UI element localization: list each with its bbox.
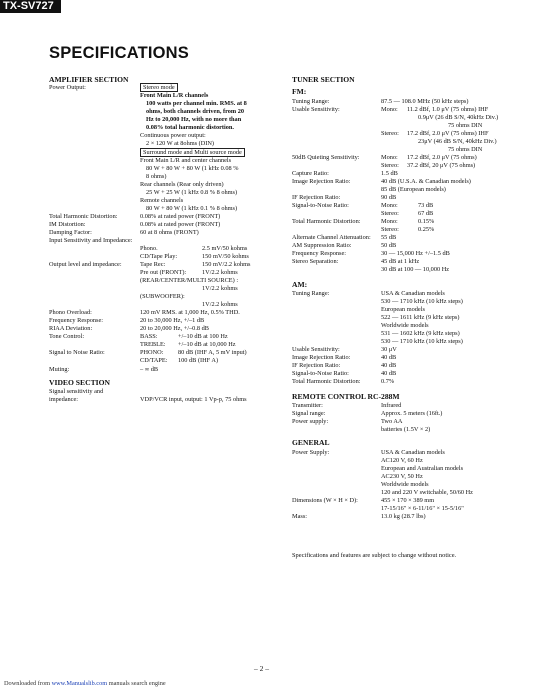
fm-snr-stereo-label: Stereo: [381,210,399,217]
fm-heading: FM: [292,87,307,96]
general-power-1: USA & Canadian models [381,449,445,456]
general-heading: GENERAL [292,438,330,447]
amplifier-heading: AMPLIFIER SECTION [49,75,129,84]
stereo-spec-4: 0.08% total harmonic distortion. [146,124,234,131]
stereo-spec-1: 100 watts per channel min. RMS. at 8 [146,100,247,107]
tuner-heading: TUNER SECTION [292,75,355,84]
general-power-2: AC120 V, 60 Hz [381,457,423,464]
separation-label: Stereo Separation: [292,258,339,265]
snr-phono-label: PHONO: [140,349,164,356]
fm-usable-label: Usable Sensitivity: [292,106,340,113]
remote-power-value-2: batteries (1.5V × 2) [381,426,431,433]
am-line-2: 530 — 1710 kHz (10 kHz steps) [381,298,463,305]
fm-lr-center-value-2: 8 ohms) [146,173,167,180]
fm-image-label: Image Rejection Ratio: [292,178,351,185]
phono-label: Phono. [140,245,158,252]
fm-snr-mono-label: Mono: [381,202,398,209]
bass-label: BASS: [140,333,158,340]
preout-value: 1V/2.2 kohms [202,269,238,276]
remote-channels: Remote channels [140,197,184,204]
riaa-label: RIAA Deviation: [49,325,93,332]
fm-usable-stereo-label: Stereo: [381,130,399,137]
am-heading: AM: [292,280,308,289]
imd-value: 0.08% at rated power (FRONT) [140,221,221,228]
phono-overload-value: 120 mV RMS. at 1,000 Hz, 0.5% THD. [140,309,240,316]
am-image-label: Image Rejection Ratio: [292,354,351,361]
quieting-mono-value: 17.2 dBf, 2.0 μV (75 ohms) [407,154,477,161]
stereo-mode-box: Stereo mode [140,83,178,92]
am-line-4: 522 — 1611 kHz (9 kHz steps) [381,314,460,321]
rear-channels: Rear channels (Rear only driven) [140,181,224,188]
mass-label: Mass: [292,513,308,520]
am-thd-label: Total Harmonic Distortion: [292,378,361,385]
adj-label: Alternate Channel Attenuation: [292,234,371,241]
rear-value: 25 W + 25 W (1 kHz 0.8 % 8 ohms) [146,189,238,196]
fm-tuning-value: 87.5 — 108.0 MHz (50 kHz steps) [381,98,469,105]
subwoofer-value: 1V/2.2 kohms [202,301,238,308]
fm-freq-value: 30 — 15,000 Hz +/–1.5 dB [381,250,450,257]
fm-snr-label: Signal-to-Noise Ratio: [292,202,349,209]
am-if-value: 40 dB [381,362,397,369]
fm-if-label: IF Rejection Ratio: [292,194,341,201]
power-output-label: Power Output: [49,84,86,91]
fm-tuning-label: Tuning Range: [292,98,330,105]
cd-label: CD/Tape Play: [140,253,178,260]
quieting-mono-label: Mono: [381,154,398,161]
fm-lr-center: Front Main L/R and center channels [140,157,232,164]
footer-prefix: Downloaded from [4,680,50,687]
am-line-7: 530 — 1710 kHz (10 kHz steps) [381,338,463,345]
snr-label: Signal to Noise Ratio: [49,349,105,356]
thd-label: Total Harmonic Distortion: [49,213,118,220]
separation-value-2: 30 dB at 100 — 10,000 Hz [381,266,450,273]
subwoofer-label: (SUBWOOFER): [140,293,185,300]
am-line-3: European models [381,306,425,313]
damping-value: 60 at 8 ohms (FRONT) [140,229,199,236]
fm-thd-mono-label: Mono: [381,218,398,225]
fm-lr-center-value: 80 W + 80 W + 80 W (1 kHz 0.08 % [146,165,239,172]
rear-center-value: 1V/2.2 kohms [202,285,238,292]
quieting-label: 50dB Quieting Sensitivity: [292,154,360,161]
fm-usable-mono-3: 75 ohms DIN [448,122,483,129]
video-label-1: Signal sensitivity and [49,388,104,395]
am-snr-label: Signal-to-Noise Ratio: [292,370,349,377]
video-value: VDP/VCR input, output: 1 Vp-p, 75 ohms [140,396,247,403]
am-line-1: USA & Canadian models [381,290,445,297]
snr-phono-value: 80 dB (IHF A, 5 mV input) [178,349,247,356]
signal-range-label: Signal range: [292,410,326,417]
fm-freq-label: Frequency Response: [292,250,347,257]
remote-value: 80 W + 80 W (1 kHz 0.1 % 8 ohms) [146,205,238,212]
signal-range-value: Approx. 5 meters (16ft.) [381,410,443,417]
remote-power-label: Power supply: [292,418,329,425]
muting-value: – ∞ dB [140,366,159,373]
taperec-value: 150 mV/2.2 kohms [202,261,251,268]
capture-label: Capture Ratio: [292,170,329,177]
video-label-2: impedance: [49,396,79,403]
phono-overload-label: Phono Overload: [49,309,92,316]
capture-value: 1.5 dB [381,170,398,177]
am-if-label: IF Rejection Ratio: [292,362,341,369]
model-badge: TX-SV727 [0,0,61,13]
continuous-label: Continuous power output: [140,132,206,139]
riaa-value: 20 to 20,000 Hz, +/–0.8 dB [140,325,209,332]
rear-center-label: (REAR/CENTER/MULTI SOURCE) : [140,277,239,284]
general-power-label: Power Supply: [292,449,330,456]
snr-cd-value: 100 dB (IHF A) [178,357,219,364]
am-line-6: 531 — 1602 kHz (9 kHz steps) [381,330,460,337]
quieting-stereo-value: 37.2 dBf, 20 μV (75 ohms) [407,162,476,169]
front-main-lr: Front Main L/R channels [140,92,209,99]
dimensions-value: 455 × 170 × 389 mm [381,497,435,504]
dimensions-label: Dimensions (W × H × D): [292,497,358,504]
adj-value: 55 dB [381,234,397,241]
remote-power-value: Two AA [381,418,403,425]
thd-value: 0.08% at rated power (FRONT) [140,213,221,220]
taperec-label: Tape Rec: [140,261,166,268]
am-thd-value: 0.7% [381,378,395,385]
fm-usable-stereo-1: 17.2 dBf, 2.0 μV (75 ohms) IHF [407,130,489,137]
fm-thd-mono-value: 0.15% [418,218,435,225]
fm-image-value: 40 dB (U.S.A. & Canadian models) [381,178,471,185]
fm-usable-stereo-3: 75 ohms DIN [448,146,483,153]
treble-value: +/–10 dB at 10,000 Hz [178,341,236,348]
muting-label: Muting: [49,366,70,373]
general-power-4: AC230 V, 50 Hz [381,473,423,480]
treble-label: TREBLE: [140,341,166,348]
am-usable-value: 30 μV [381,346,397,353]
remote-heading: REMOTE CONTROL RC-288M [292,392,400,401]
general-power-5: Worldwide models [381,481,429,488]
am-image-value: 40 dB [381,354,397,361]
fm-usable-mono-2: 0.9μV (26 dB S/N, 40kHz Div.) [418,114,499,121]
fm-image-value-2: 85 dB (European models) [381,186,446,193]
fm-usable-mono-1: 11.2 dBf, 1.0 μV (75 ohms) IHF [407,106,489,113]
change-notice: Specifications and features are subject to change without notice. [292,552,457,559]
video-heading: VIDEO SECTION [49,378,110,387]
fm-thd-stereo-value: 0.25% [418,226,435,233]
imd-label: IM Distortion: [49,221,86,228]
manualslib-link[interactable]: www.Manualslib.com [51,680,108,687]
fm-thd-label: Total Harmonic Distortion: [292,218,361,225]
fm-snr-stereo-value: 67 dB [418,210,434,217]
bass-value: +/–10 dB at 100 Hz [178,333,228,340]
fm-usable-mono-label: Mono: [381,106,398,113]
freq-response-value: 20 to 30,000 Hz, +/–1 dB [140,317,205,324]
output-label: Output level and impedance: [49,261,122,268]
quieting-stereo-label: Stereo: [381,162,399,169]
page-number: – 2 – [254,664,269,673]
mass-value: 13.0 kg (28.7 lbs) [381,513,426,520]
fm-thd-stereo-label: Stereo: [381,226,399,233]
continuous-value: 2 × 120 W at 8ohms (DIN) [146,140,215,147]
am-line-5: Worldwide models [381,322,429,329]
am-tuning-label: Tuning Range: [292,290,330,297]
fm-snr-mono-value: 73 dB [418,202,434,209]
cd-value: 150 mV/50 kohms [202,253,249,260]
am-supp-label: AM Suppression Ratio: [292,242,352,249]
general-power-6: 120 and 220 V switchable, 50/60 Hz [381,489,473,496]
phono-value: 2.5 mV/50 kohms [202,245,248,252]
footer-suffix: manuals search engine [108,680,166,687]
input-label: Input Sensitivity and Impedance: [49,237,133,244]
separation-value: 45 dB at 1 kHz [381,258,420,265]
stereo-spec-3: Hz to 20,000 Hz, with no more than [146,116,242,123]
general-power-3: European and Australian models [381,465,464,472]
preout-label: Pre out (FRONT): [140,269,187,276]
footer [4,680,166,687]
dimensions-value-2: 17-15/16" × 6-11/16" × 15-5/16" [381,505,464,512]
fm-usable-stereo-2: 23μV (46 dB S/N, 40kHz Div.) [418,138,497,145]
damping-label: Damping Factor: [49,229,92,236]
freq-response-label: Frequency Response: [49,317,104,324]
am-usable-label: Usable Sensitivity: [292,346,340,353]
fm-if-value: 90 dB [381,194,397,201]
transmitter-value: Infrared [381,402,402,409]
surround-mode-box: Surround mode and Multi source mode [140,148,245,157]
transmitter-label: Transmitter: [292,402,323,409]
stereo-spec-2: ohms, both channels driven, from 20 [146,108,245,115]
am-snr-value: 40 dB [381,370,397,377]
am-supp-value: 50 dB [381,242,397,249]
tone-label: Tone Control: [49,333,85,340]
page-title: SPECIFICATIONS [49,44,190,62]
snr-cd-label: CD/TAPE: [140,357,168,364]
